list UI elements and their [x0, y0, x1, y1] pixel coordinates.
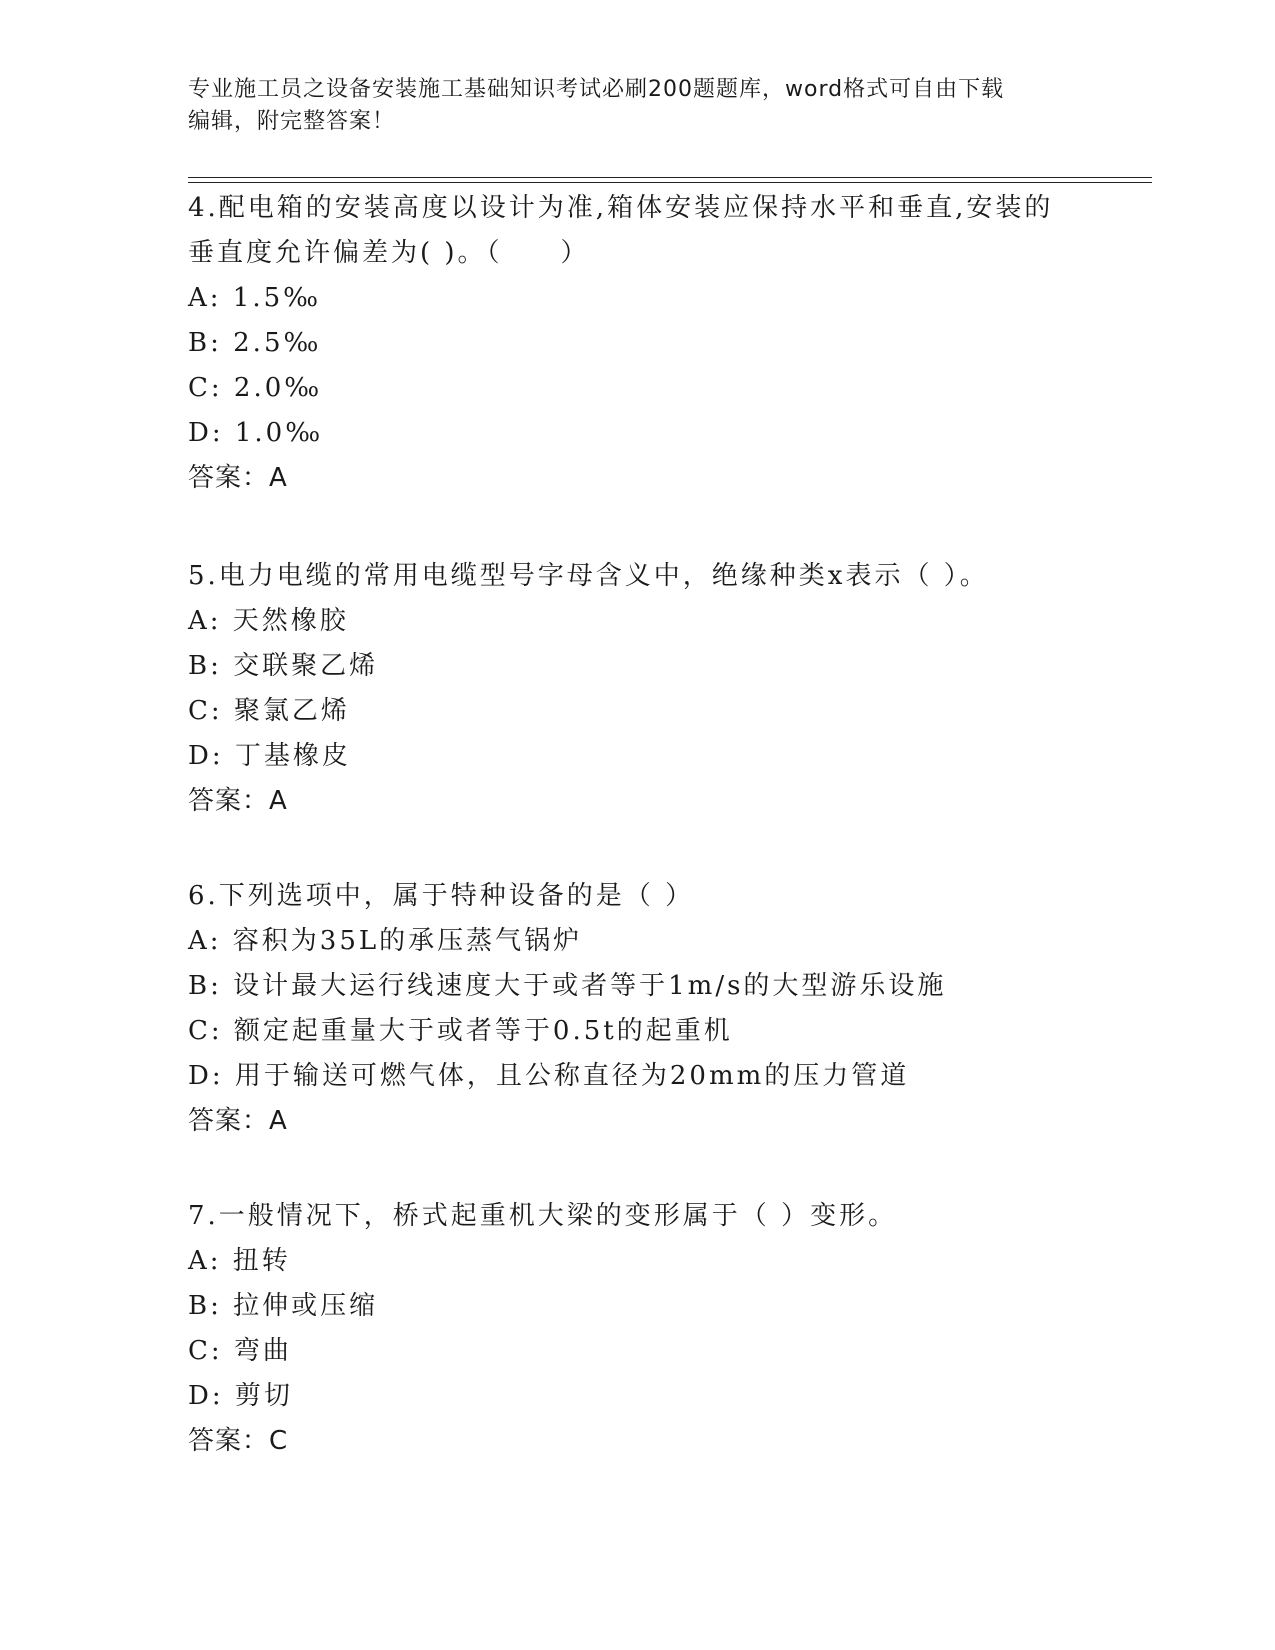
option-b: B: 设计最大运行线速度大于或者等于1m/s的大型游乐设施 — [188, 971, 947, 1001]
question-stem: 5.电力电缆的常用电缆型号字母含义中，绝缘种类x表示（ ）。 — [188, 561, 989, 591]
option-b: B: 2.5‰ — [188, 328, 322, 358]
option-a: A: 1.5‰ — [188, 283, 322, 313]
option-c: C: 聚氯乙烯 — [188, 696, 350, 726]
option-c: C: 弯曲 — [188, 1336, 292, 1366]
answer: 答案：A — [188, 463, 288, 493]
question-block — [188, 874, 1088, 1144]
option-d: D: 剪切 — [188, 1381, 293, 1411]
option-a: A: 天然橡胶 — [188, 606, 349, 636]
answer: 答案：A — [188, 1106, 288, 1136]
question-stem-continued: 垂直度允许偏差为( )。（ ） — [188, 238, 590, 268]
option-a: A: 扭转 — [188, 1246, 291, 1276]
header-divider-top — [188, 177, 1152, 178]
header-line-2: 编辑，附完整答案！ — [188, 109, 396, 134]
option-d: D: 用于输送可燃气体，且公称直径为20mm的压力管道 — [188, 1061, 910, 1091]
question-stem: 4.配电箱的安装高度以设计为准,箱体安装应保持水平和垂直,安装的 — [188, 193, 1054, 223]
question-stem: 6.下列选项中，属于特种设备的是（ ） — [188, 881, 695, 911]
question-block — [188, 1194, 1088, 1464]
option-b: B: 拉伸或压缩 — [188, 1291, 379, 1321]
option-d: D: 丁基橡皮 — [188, 741, 351, 771]
answer: 答案：C — [188, 1426, 289, 1456]
header-divider-bottom — [188, 182, 1152, 183]
answer: 答案：A — [188, 786, 288, 816]
question-block — [188, 186, 1088, 501]
header-line-1: 专业施工员之设备安装施工基础知识考试必刷200题题库，word格式可自由下载 — [188, 77, 1005, 102]
option-c: C: 2.0‰ — [188, 373, 323, 403]
option-a: A: 容积为35L的承压蒸气锅炉 — [188, 926, 583, 956]
option-b: B: 交联聚乙烯 — [188, 651, 379, 681]
question-block — [188, 554, 1088, 824]
option-c: C: 额定起重量大于或者等于0.5t的起重机 — [188, 1016, 733, 1046]
question-stem: 7.一般情况下，桥式起重机大梁的变形属于（ ）变形。 — [188, 1201, 898, 1231]
option-d: D: 1.0‰ — [188, 418, 324, 448]
document-header — [188, 74, 1068, 138]
